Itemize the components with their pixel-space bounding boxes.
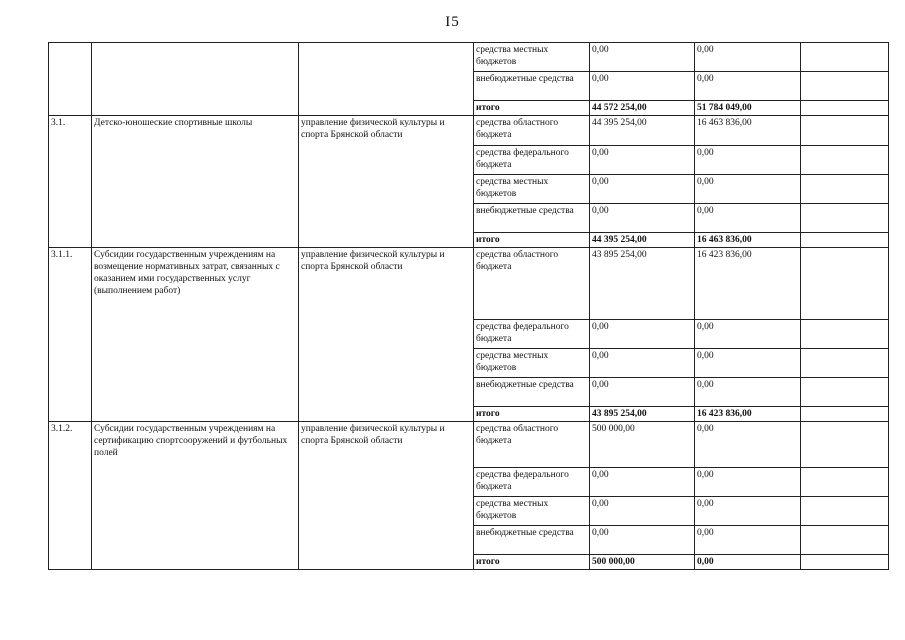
- amount-actual: 0,00: [695, 320, 801, 349]
- funding-source: средства областного бюджета: [474, 422, 590, 468]
- amount-actual: 0,00: [695, 43, 801, 72]
- amount-actual: 0,00: [695, 72, 801, 101]
- item-name: Субсидии государственным учреждениям на возмещение нормативных затрат, связанных с оказанием ими государственных услуг (выполнением работ): [92, 248, 299, 422]
- empty-cell: [801, 175, 889, 204]
- funding-source: средства местных бюджетов: [474, 349, 590, 378]
- amount-actual: 0,00: [695, 468, 801, 497]
- funding-source: средства местных бюджетов: [474, 497, 590, 526]
- amount-plan: 0,00: [590, 146, 695, 175]
- executor-cell: [299, 43, 474, 116]
- item-executor: управление физической культуры и спорта Брянской области: [299, 248, 474, 422]
- funding-source: внебюджетные средства: [474, 204, 590, 233]
- amount-plan: 0,00: [590, 320, 695, 349]
- empty-cell: [801, 72, 889, 101]
- amount-actual: 16 423 836,00: [695, 248, 801, 320]
- amount-plan: 0,00: [590, 378, 695, 407]
- empty-cell: [801, 468, 889, 497]
- funding-source: средства федерального бюджета: [474, 146, 590, 175]
- funding-source: средства федерального бюджета: [474, 320, 590, 349]
- empty-cell: [801, 349, 889, 378]
- funding-source: средства областного бюджета: [474, 116, 590, 146]
- empty-cell: [801, 101, 889, 116]
- page-number: I5: [445, 14, 460, 30]
- amount-plan: 0,00: [590, 497, 695, 526]
- amount-plan: 0,00: [590, 468, 695, 497]
- amount-actual: 0,00: [695, 526, 801, 555]
- item-name: Субсидии государственным учреждениям на сертификацию спортсооружений и футбольных полей: [92, 422, 299, 570]
- funding-source: внебюджетные средства: [474, 378, 590, 407]
- funding-source: внебюджетные средства: [474, 526, 590, 555]
- table-row: [49, 422, 889, 468]
- amount-plan: 0,00: [590, 526, 695, 555]
- amount-plan: 44 395 254,00: [590, 233, 695, 248]
- item-name-cell: [92, 43, 299, 116]
- item-name: Детско-юношеские спортивные школы: [92, 116, 299, 248]
- item-number: 3.1.: [49, 116, 92, 248]
- amount-plan: 43 895 254,00: [590, 407, 695, 422]
- amount-plan: 500 000,00: [590, 422, 695, 468]
- amount-plan: 500 000,00: [590, 555, 695, 570]
- amount-plan: 0,00: [590, 43, 695, 72]
- total-label: итого: [474, 101, 590, 116]
- empty-cell: [801, 378, 889, 407]
- funding-source: внебюджетные средства: [474, 72, 590, 101]
- funding-source: средства местных бюджетов: [474, 43, 590, 72]
- amount-plan: 44 572 254,00: [590, 101, 695, 116]
- total-label: итого: [474, 407, 590, 422]
- amount-plan: 43 895 254,00: [590, 248, 695, 320]
- amount-actual: 0,00: [695, 175, 801, 204]
- amount-plan: 0,00: [590, 72, 695, 101]
- budget-table: [48, 42, 889, 570]
- budget-table-body: [49, 43, 889, 570]
- empty-cell: [801, 233, 889, 248]
- item-number: 3.1.2.: [49, 422, 92, 570]
- item-executor: управление физической культуры и спорта Брянской области: [299, 116, 474, 248]
- amount-actual: 0,00: [695, 555, 801, 570]
- funding-source: средства областного бюджета: [474, 248, 590, 320]
- empty-cell: [801, 146, 889, 175]
- amount-plan: 0,00: [590, 204, 695, 233]
- amount-actual: 0,00: [695, 378, 801, 407]
- item-number: 3.1.1.: [49, 248, 92, 422]
- empty-cell: [801, 116, 889, 146]
- table-row: [49, 43, 889, 72]
- empty-cell: [801, 497, 889, 526]
- empty-cell: [801, 407, 889, 422]
- amount-actual: 0,00: [695, 204, 801, 233]
- total-label: итого: [474, 555, 590, 570]
- funding-source: средства федерального бюджета: [474, 468, 590, 497]
- empty-cell: [801, 422, 889, 468]
- total-label: итого: [474, 233, 590, 248]
- table-row: [49, 248, 889, 320]
- amount-plan: 0,00: [590, 349, 695, 378]
- empty-cell: [801, 526, 889, 555]
- amount-actual: 16 463 836,00: [695, 116, 801, 146]
- amount-plan: 44 395 254,00: [590, 116, 695, 146]
- amount-actual: 0,00: [695, 146, 801, 175]
- empty-cell: [801, 204, 889, 233]
- empty-cell: [801, 320, 889, 349]
- amount-actual: 16 423 836,00: [695, 407, 801, 422]
- empty-cell: [801, 43, 889, 72]
- amount-plan: 0,00: [590, 175, 695, 204]
- amount-actual: 0,00: [695, 422, 801, 468]
- empty-cell: [801, 555, 889, 570]
- amount-actual: 16 463 836,00: [695, 233, 801, 248]
- item-executor: управление физической культуры и спорта Брянской области: [299, 422, 474, 570]
- table-row: [49, 116, 889, 146]
- amount-actual: 0,00: [695, 349, 801, 378]
- amount-actual: 0,00: [695, 497, 801, 526]
- item-number-cell: [49, 43, 92, 116]
- amount-actual: 51 784 049,00: [695, 101, 801, 116]
- empty-cell: [801, 248, 889, 320]
- funding-source: средства местных бюджетов: [474, 175, 590, 204]
